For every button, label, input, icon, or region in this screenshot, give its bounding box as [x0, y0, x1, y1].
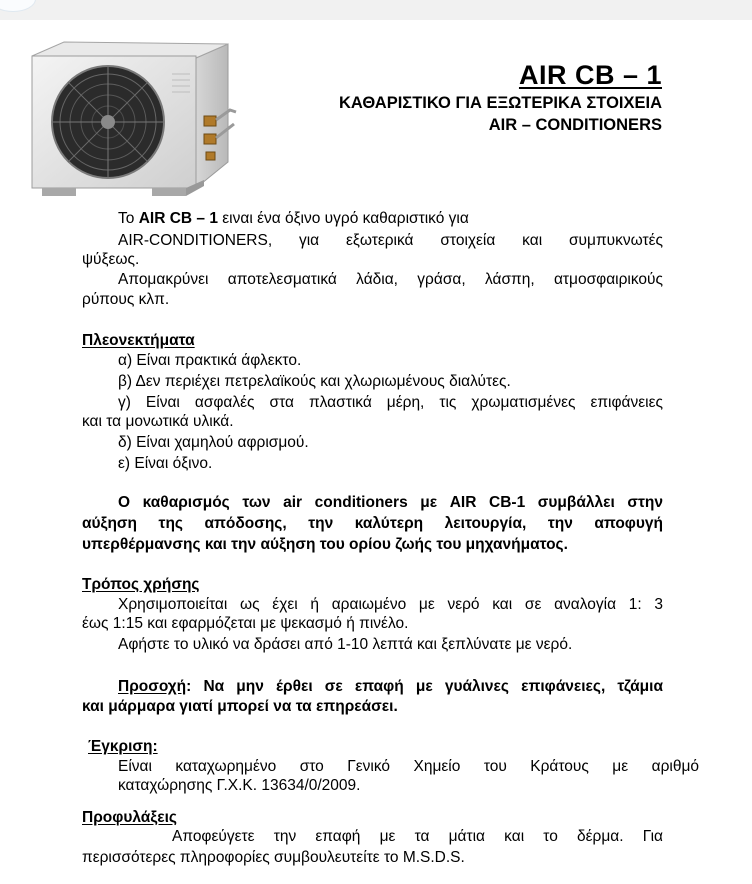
intro-paragraph-2-line2: ψύξεως.	[82, 251, 140, 268]
benefit-line3: υπερθέρμανσης και την αύξηση του ορίου ζωής του μηχανήματος.	[82, 536, 568, 553]
precautions-line1: Αποφεύγετε την επαφή με τα μάτια και το δέρμα. Για	[172, 828, 663, 845]
advantages-heading: Πλεονεκτήματα	[82, 332, 195, 349]
caution-line1: Προσοχή: Να μην έρθει σε επαφή με γυάλινες επιφάνειες, τζάμια	[118, 678, 663, 695]
approval-line2: καταχώρησης Γ.Χ.Κ. 13634/0/2009.	[118, 777, 361, 794]
product-name-inline: AIR CB – 1	[138, 210, 218, 227]
approval-line1: Είναι καταχωρημένο στο Γενικό Χημείο του Κράτους με αριθμό	[118, 758, 699, 775]
product-subtitle-line2: AIR – CONDITIONERS	[488, 116, 662, 134]
usage-line2: έως 1:15 και εφαρμόζεται με ψεκασμό ή πινέλο.	[82, 615, 409, 632]
approval-heading: Έγκριση:	[88, 738, 158, 755]
precautions-line2: περισσότερες πληροφορίες συμβουλευτείτε το M.S.D.S.	[82, 849, 465, 866]
corner-logo-fragment	[0, 0, 36, 12]
advantage-c-line1: γ) Είναι ασφαλές στα πλαστικά μέρη, τις χρωματισμένες επιφάνειες	[118, 394, 663, 411]
advantage-e: ε) Είναι όξινο.	[118, 455, 213, 472]
benefit-line1: Ο καθαρισμός των air conditioners με AIR CB-1 συμβάλλει στην	[118, 494, 663, 511]
benefit-line2: αύξηση της απόδοσης, την καλύτερη λειτουργία, την αποφυγή	[82, 515, 663, 532]
product-title: AIR CB – 1	[518, 60, 662, 90]
caution-line2: και μάρμαρα γιατί μπορεί να τα επηρεάσει.	[82, 698, 398, 715]
air-conditioner-unit-image	[28, 38, 240, 204]
caution-label: Προσοχή	[118, 678, 187, 695]
product-subtitle-line1: ΚΑΘΑΡΙΣΤΙΚΟ ΓΙΑ ΕΞΩΤΕΡΙΚΑ ΣΤΟΙΧΕΙΑ	[339, 94, 662, 112]
intro-paragraph-3-line2: ρύπους κλπ.	[82, 291, 170, 308]
product-header	[339, 58, 662, 136]
intro-paragraph-1: Το AIR CB – 1 ειναι ένα όξινο υγρό καθαριστικό για	[118, 210, 469, 227]
usage-line1: Χρησιμοποιείται ως έχει ή αραιωμένο με νερό και σε αναλογία 1: 3	[118, 596, 663, 613]
intro-paragraph-3-line1: Απομακρύνει αποτελεσματικά λάδια, γράσα, λάσπη, ατμοσφαιρικούς	[118, 271, 663, 288]
usage-line3: Αφήστε το υλικό να δράσει από 1-10 λεπτά και ξεπλύνατε με νερό.	[118, 636, 573, 653]
top-bar	[0, 0, 752, 20]
advantage-d: δ) Είναι χαμηλού αφρισμού.	[118, 434, 309, 451]
advantage-b: β) Δεν περιέχει πετρελαϊκούς και χλωριωμένους διαλύτες.	[118, 373, 511, 390]
precautions-heading: Προφυλάξεις	[82, 809, 177, 826]
intro-paragraph-2-line1: AIR-CONDITIONERS, για εξωτερικά στοιχεία και συμπυκνωτές	[118, 232, 663, 249]
advantage-a: α) Είναι πρακτικά άφλεκτο.	[118, 352, 302, 369]
advantage-c-line2: και τα μονωτικά υλικά.	[82, 413, 234, 430]
usage-heading: Τρόπος χρήσης	[82, 576, 200, 593]
